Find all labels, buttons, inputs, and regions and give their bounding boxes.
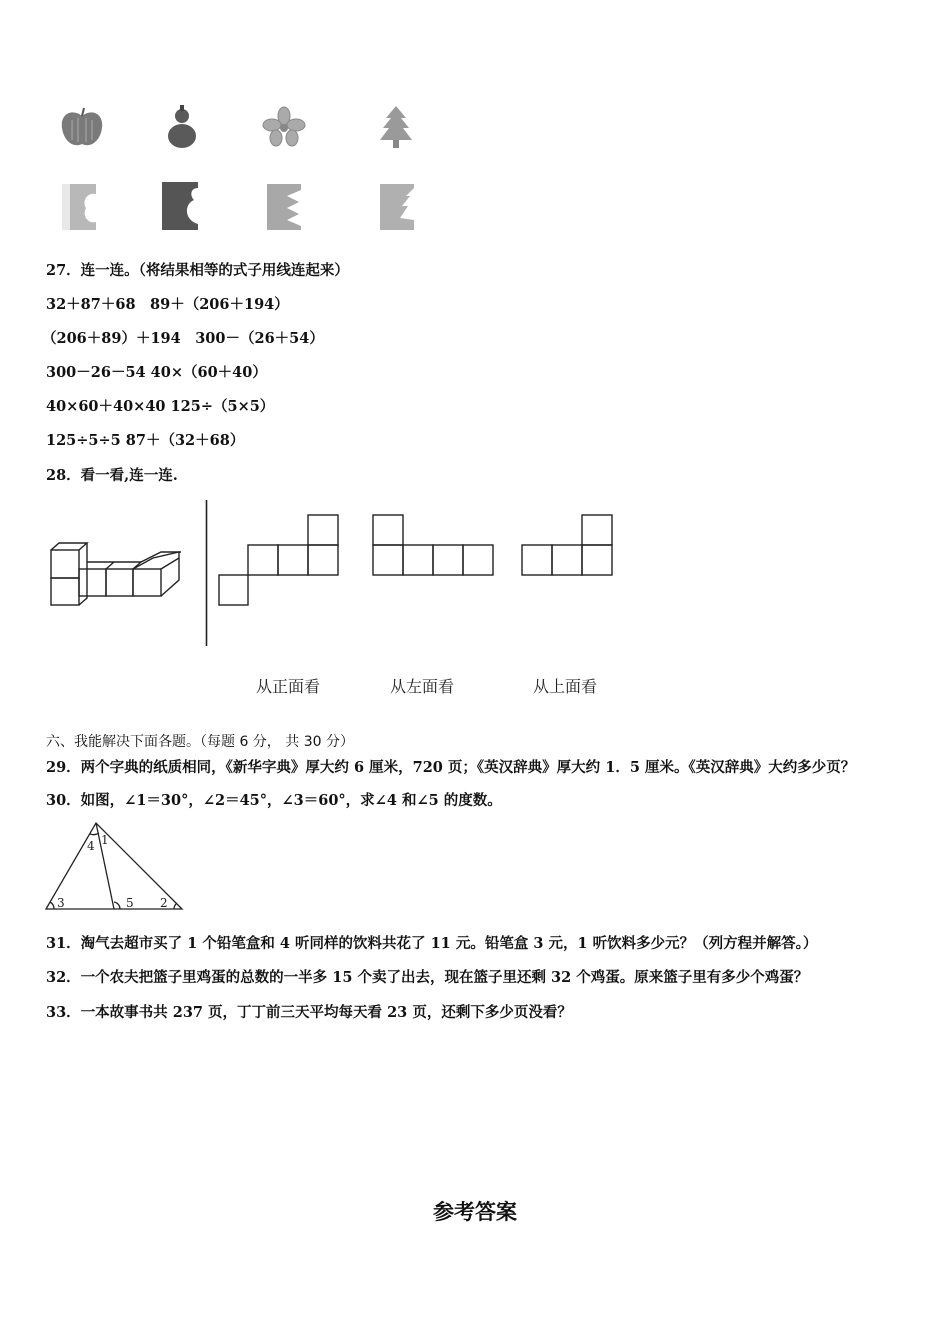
answers-heading: 参考答案 [433, 1200, 517, 1224]
angle-label-5: 5 [126, 896, 134, 910]
q27-row-4: 40×60＋40×40 125÷（5×5） [46, 398, 275, 415]
cutout-gourd-picture [160, 180, 204, 232]
q28-title: 28．看一看,连一连. [46, 467, 178, 484]
cube-solid-figure [48, 540, 184, 608]
q27-row-3: 300－26－54 40×（60＋40） [46, 364, 267, 381]
caption-front-view: 从正面看 [256, 677, 321, 696]
view-c-figure [521, 514, 617, 578]
q33-text: 33．一本故事书共 237 页，丁丁前三天平均每天看 23 页，还剩下多少页没看？ [46, 1004, 572, 1021]
angle-label-4: 4 [87, 839, 95, 853]
view-b-figure [372, 514, 498, 578]
q29-text: 29．两个字典的纸质相同，《新华字典》厚大约 6 厘米，720 页；《英汉辞典》厚大约 1．5 厘米。《英汉辞典》大约多少页？ [46, 759, 856, 776]
cutout-apple-picture [60, 182, 102, 232]
section-6-title: 六、我能解决下面各题。（每题 6 分， 共 30 分） [46, 734, 354, 750]
q32-text: 32．一个农夫把篮子里鸡蛋的总数的一半多 15 个卖了出去，现在篮子里还剩 32 个鸡蛋。原来篮子里有多少个鸡蛋？ [46, 969, 809, 986]
angle-label-1: 1 [101, 833, 109, 847]
caption-top-view: 从上面看 [533, 677, 598, 696]
flower-picture [262, 106, 306, 148]
caption-left-view: 从左面看 [390, 677, 455, 696]
q27-row-5: 125÷5÷5 87＋（32＋68） [46, 432, 245, 449]
q31-text: 31．淘气去超市买了 1 个铅笔盒和 4 听同样的饮料共花了 11 元。铅笔盒 3 元，1 听饮料多少元？（列方程并解答。） [46, 935, 818, 952]
cutout-flower-picture [265, 182, 307, 232]
q27-row-2: （206＋89）＋194 300－（26＋54） [42, 330, 324, 347]
view-a-figure [218, 514, 342, 608]
divider-line [205, 500, 209, 646]
gourd-picture [163, 104, 201, 150]
q30-text: 30．如图，∠1＝30°，∠2＝45°，∠3＝60°，求∠4 和∠5 的度数。 [46, 792, 502, 809]
angle-label-3: 3 [57, 896, 65, 910]
q27-title: 27．连一连。（将结果相等的式子用线连起来） [46, 262, 349, 279]
apple-picture [58, 106, 106, 150]
cutout-tree-picture [378, 182, 420, 232]
triangle-figure [44, 820, 186, 914]
tree-picture [376, 104, 416, 150]
q27-row-1: 32＋87＋68 89＋（206＋194） [46, 296, 289, 313]
angle-label-2: 2 [160, 896, 168, 910]
